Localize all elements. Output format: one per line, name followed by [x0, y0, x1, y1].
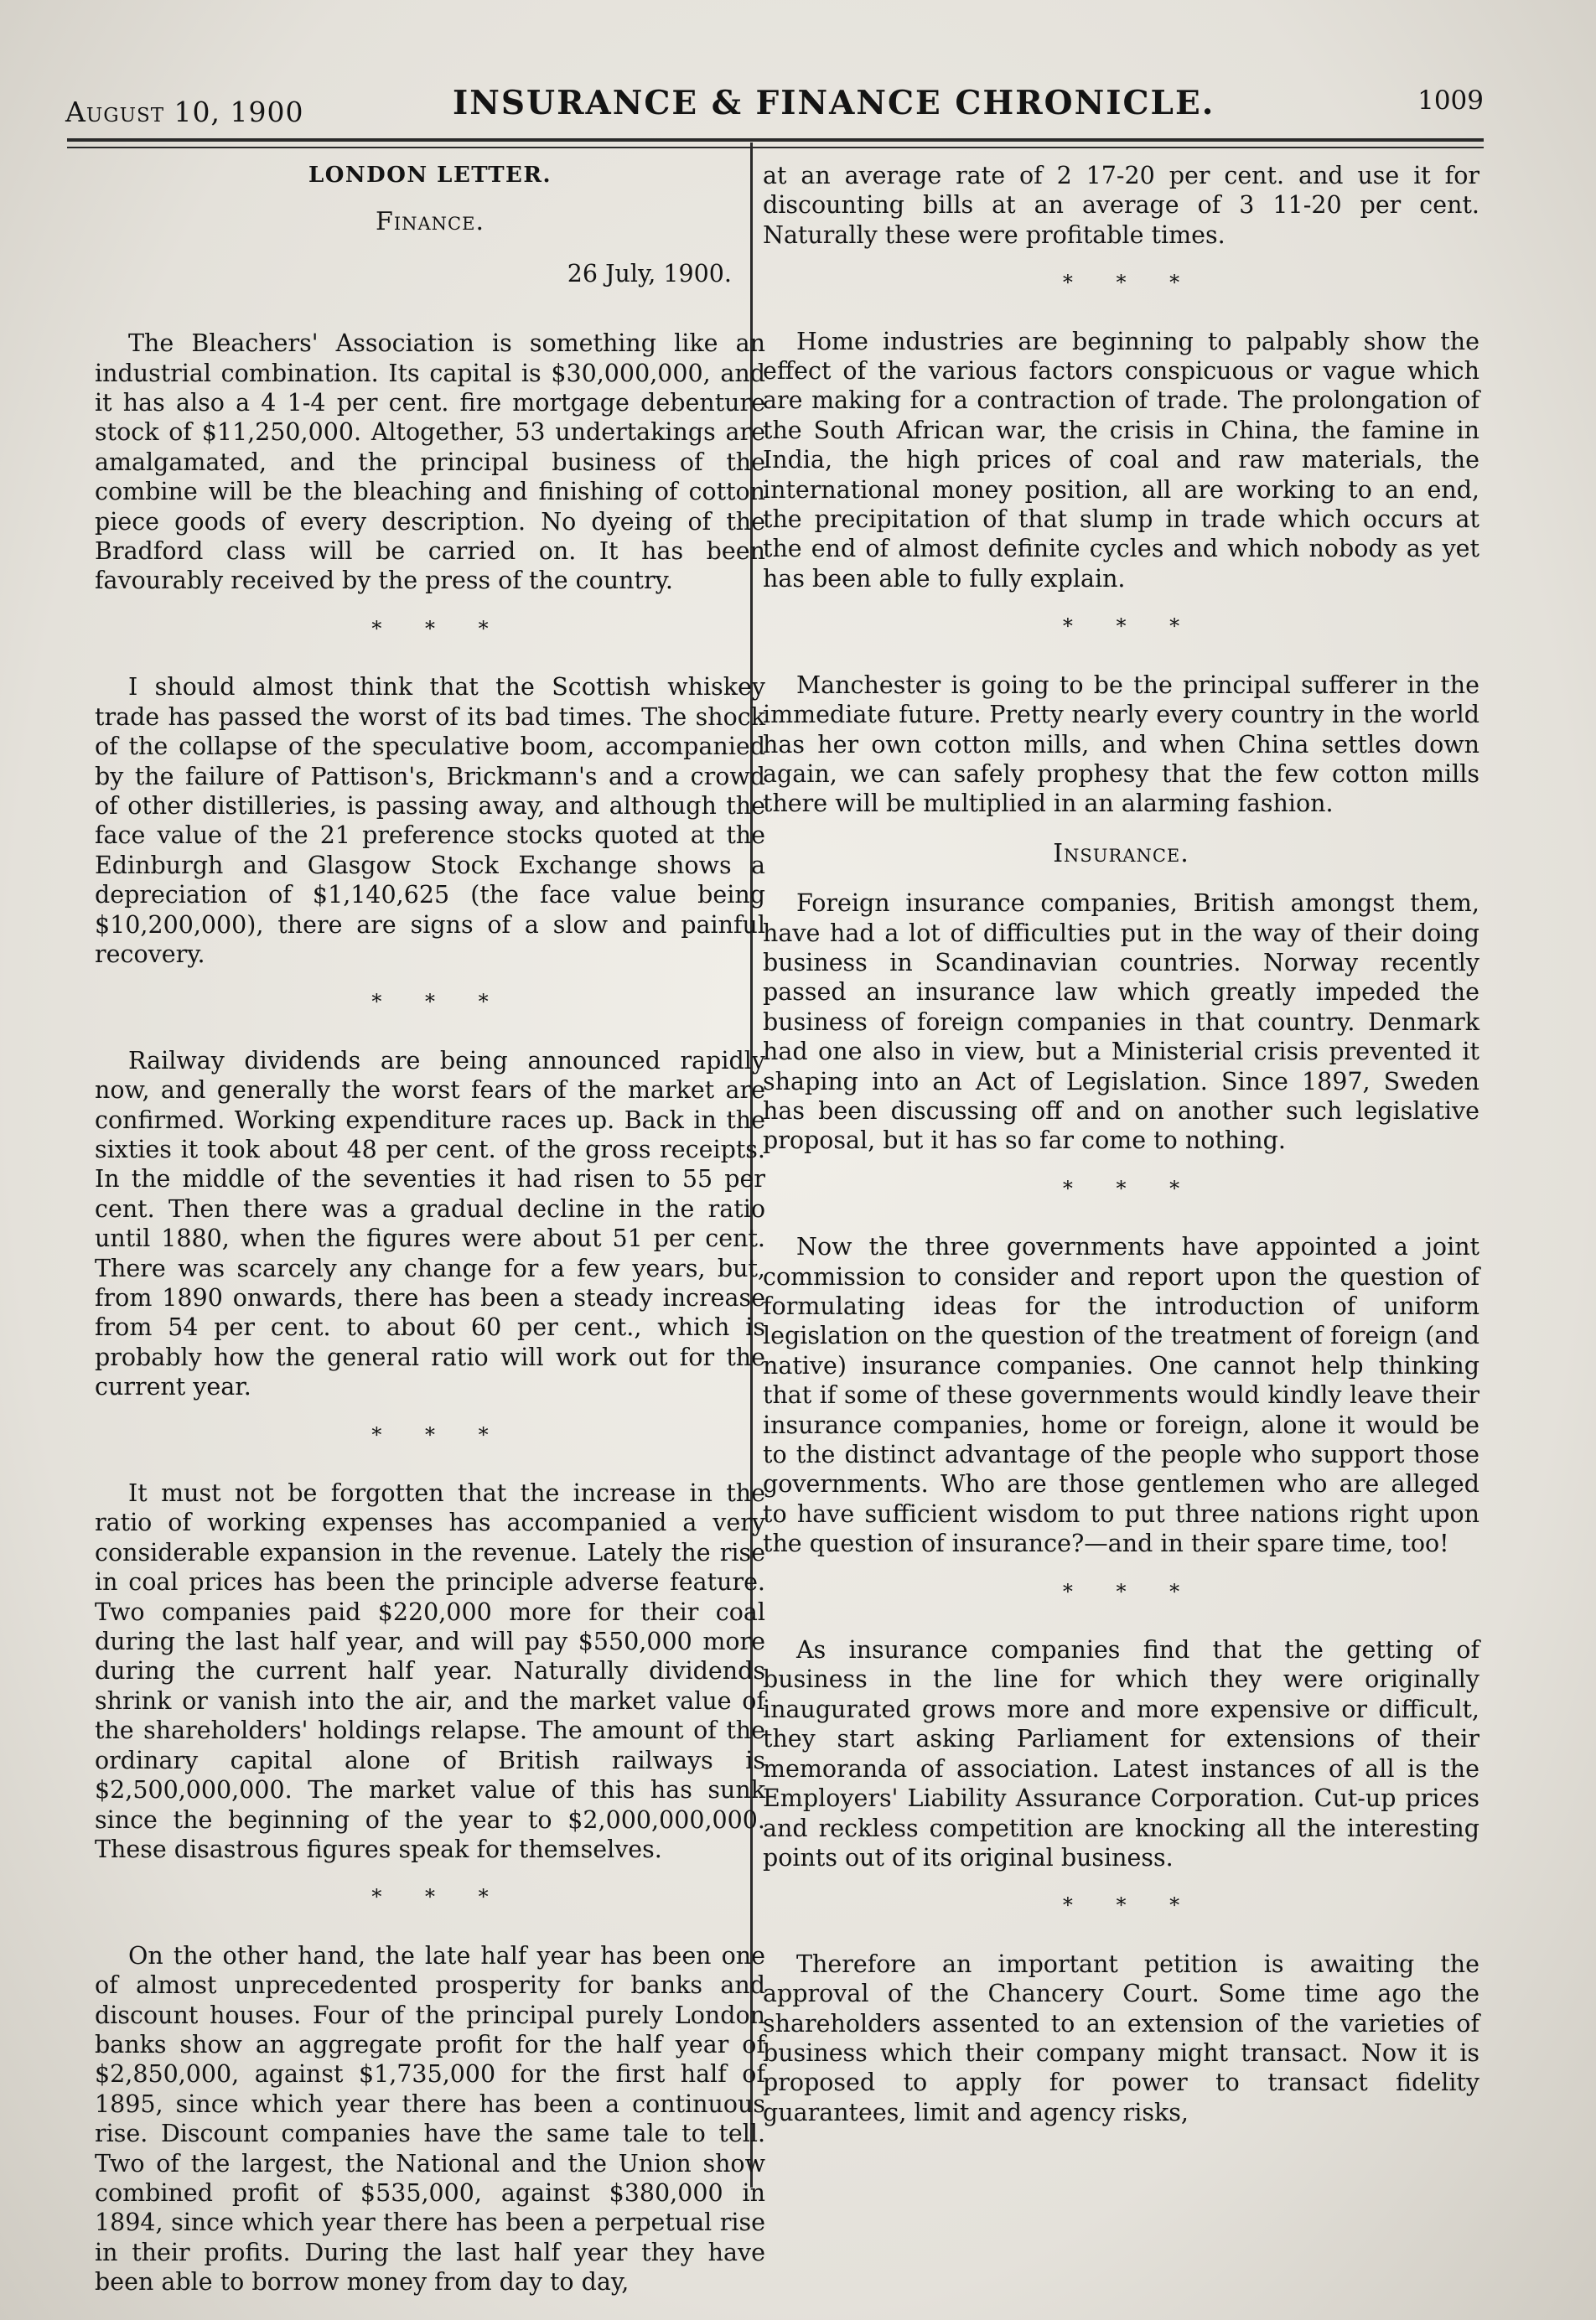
header-rule-thin — [67, 147, 1484, 148]
section-heading-insurance: Insurance. — [1053, 838, 1189, 868]
section-separator: * * * — [371, 990, 507, 1014]
dateline: 26 July, 1900. — [567, 259, 732, 287]
section-separator: * * * — [371, 616, 507, 640]
section-separator: * * * — [371, 1422, 507, 1447]
article-paragraph: The Bleachers' Association is something like an industrial combination. Its capital is $30,000,000, and it has also a 4 1-4 per cent. fire mortgage debenture stock of $11,250,000. Altogether, 53 undertakings are amalgamated, and the principal business of the combine will be the bleaching and finishing of cotton piece goods of every description. No dyeing of the Bradford class will be carried on. It has been favourably received by the press of the country. — [95, 329, 765, 595]
left-column — [95, 161, 765, 2297]
article-paragraph: Manchester is going to be the principal sufferer in the immediate future. Pretty nearly every country in the world has her own cotton mills, and when China settles down again, we can safely prophesy that the few cotton mills there will be multiplied in an alarming fashion. — [763, 671, 1479, 818]
page-number: 1009 — [1417, 85, 1484, 116]
section-separator: * * * — [1062, 271, 1199, 295]
section-heading-finance: Finance. — [376, 207, 484, 237]
letter-heading: LONDON LETTER. — [308, 163, 552, 188]
article-paragraph: Railway dividends are being announced rapidly now, and generally the worst fears of the market are confirmed. Working expenditure races up. Back in the sixties it took about 48 per cent. of the gross receipts. In the middle of the seventies it had risen to 55 per cent. Then there was a gradual decline in the ratio until 1880, when the figures were about 51 per cent. There was scarcely any change for a few years, but, from 1890 onwards, there has been a steady increase from 54 per cent. to about 60 per cent., which is probably how the general ratio will work out for the current year. — [95, 1046, 765, 1401]
article-paragraph: It must not be forgotten that the increase in the ratio of working expenses has accompanied a very considerable expansion in the revenue. Lately the rise in coal prices has been the principle adverse feature. Two companies paid $220,000 more for their coal during the last half year, and will pay $550,000 more during the current half year. Naturally dividends shrink or vanish into the air, and the market value of the shareholders' holdings relapse. The amount of the ordinary capital alone of British railways is $2,500,000,000. The market value of this has sunk since the beginning of the year to $2,000,000,000. These disastrous figures speak for themselves. — [95, 1479, 765, 1863]
right-column — [763, 161, 1479, 2127]
section-separator: * * * — [1062, 1579, 1199, 1603]
article-paragraph: I should almost think that the Scottish whiskey trade has passed the worst of its bad times. The shock of the collapse of the speculative boom, accompanied by the failure of Pattison's, Brickmann's and a crowd of other distilleries, is passing away, and although the face value of the 21 preference stocks quoted at the Edinburgh and Glasgow Stock Exchange shows a depreciation of $1,140,625 (the face value being $10,200,000), there are signs of a slow and painful recovery. — [95, 673, 765, 968]
section-separator: * * * — [1062, 1176, 1199, 1200]
section-separator: * * * — [1062, 614, 1199, 639]
article-paragraph: On the other hand, the late half year has been one of almost unprecedented prosperity for banks and discount houses. Four of the principal purely London banks show an aggregate profit for the half year of $2,850,000, against $1,735,000 for the first half of 1895, since which year there has been a continuous rise. Discount companies have the same tale to tell. Two of the largest, the National and the Union show combined profit of $535,000, against $380,000 in 1894, since which year there has been a perpetual rise in their profits. During the last half year they have been able to borrow money from day to day, — [95, 1941, 765, 2297]
article-paragraph: Foreign insurance companies, British amongst them, have had a lot of difficulties put in the way of their doing business in Scandinavian countries. Norway recently passed an insurance law which greatly impeded the business of foreign companies in that country. Denmark had one also in view, but a Ministerial crisis prevented it shaping into an Act of Legislation. Since 1897, Sweden has been discussing off and on another such legislative proposal, but it has so far come to nothing. — [763, 889, 1479, 1155]
article-paragraph: As insurance companies find that the getting of business in the line for which they were originally inaugurated grows more and more expensive or difficult, they start asking Parliament for extensions of their memoranda of association. Latest instances of all is the Employers' Liability Assurance Corporation. Cut-up prices and reckless competition are knocking all the interesting points out of its original business. — [763, 1636, 1479, 1872]
article-paragraph: at an average rate of 2 17-20 per cent. and use it for discounting bills at an average of 3 11-20 per cent. Naturally these were profitable times. — [763, 162, 1479, 249]
issue-date: August 10, 1900 — [65, 96, 304, 128]
article-paragraph: Now the three governments have appointed a joint commission to consider and report upon the question of formulating ideas for the introduction of uniform legislation on the question of the treatment of foreign (and native) insurance companies. One cannot help thinking that if some of these governments would kindly leave their insurance companies, home or foreign, alone it would be to the distinct advantage of the people who support those governments. Who are those gentlemen who are alleged to have sufficient wisdom to put three nations right upon the question of insurance?—and in their spare time, too! — [763, 1233, 1479, 1558]
article-paragraph: Home industries are beginning to palpably show the effect of the various factors conspicuous or vague which are making for a contraction of trade. The prolongation of the South African war, the crisis in China, the famine in India, the high prices of coal and raw materials, the international money position, all are working to an end, the precipitation of that slump in trade which occurs at the end of almost definite cycles and which nobody as yet has been able to fully explain. — [763, 327, 1479, 593]
page-header — [59, 77, 1484, 127]
header-rule-thick — [67, 138, 1484, 142]
article-paragraph: Therefore an important petition is awaiting the approval of the Chancery Court. Some time ago the shareholders assented to an extension of the varieties of business which their company might transact. Now it is proposed to apply for power to transact fidelity guarantees, limit and agency risks, — [763, 1950, 1479, 2126]
section-separator: * * * — [371, 1885, 507, 1909]
publication-title: INSURANCE & FINANCE CHRONICLE. — [453, 84, 1215, 122]
section-separator: * * * — [1062, 1893, 1199, 1918]
